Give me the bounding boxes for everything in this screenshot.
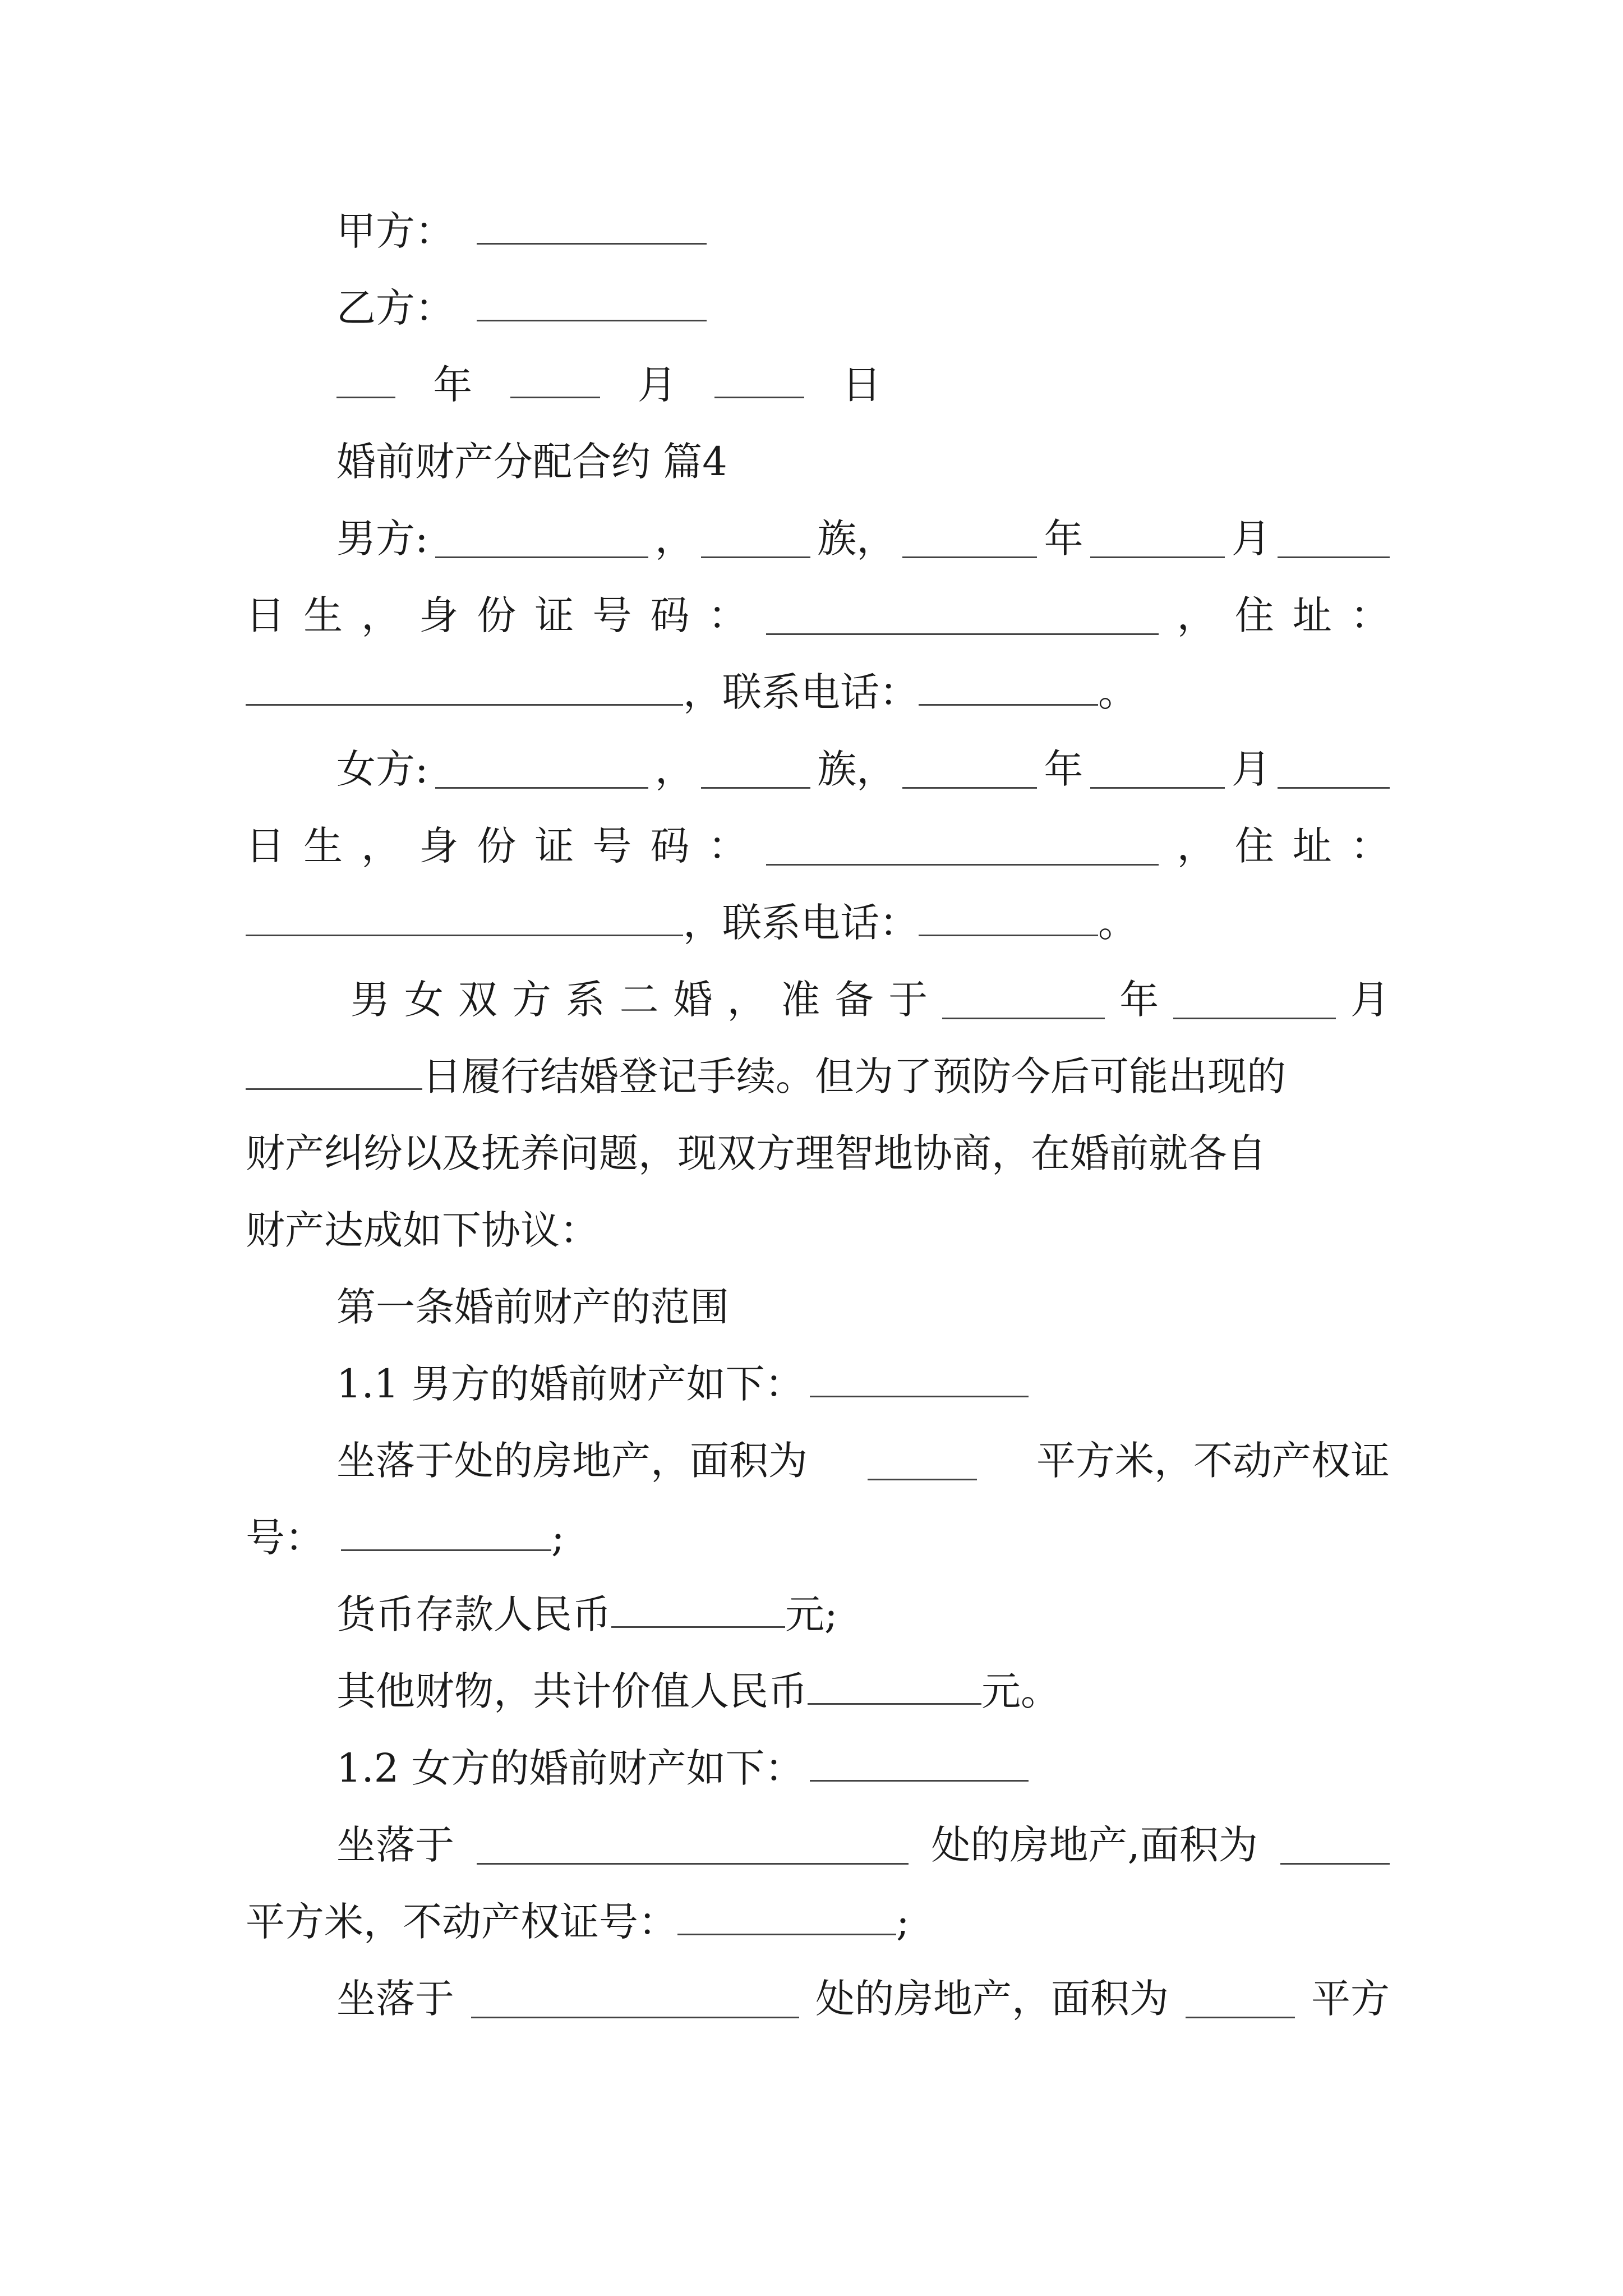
female-info-line-2 (246, 807, 1390, 885)
male-born-char: 日 (246, 592, 285, 638)
female-cert-end: ; (896, 1899, 910, 1945)
male-ethnicity-label: 族， (817, 516, 896, 562)
male-money-line (336, 1576, 1390, 1653)
female-born-char: 份 (477, 823, 517, 869)
female-label: 女方: (336, 746, 428, 792)
female-month-label: 月 (1231, 746, 1271, 792)
male-birth-day-blank (1278, 519, 1390, 558)
female-house2-location-blank (471, 1980, 799, 2018)
female-property-title: 1.2 女方的婚前财产如下： (336, 1745, 804, 1791)
male-money-label: 货币存款人民币 (336, 1591, 611, 1637)
male-money-unit: 元; (785, 1591, 838, 1637)
party-a-label: 甲方： (336, 208, 454, 254)
male-born-char: 证 (534, 592, 574, 638)
female-name-blank (435, 750, 648, 789)
male-ethnicity-blank (701, 519, 810, 558)
male-other-label: 其他财物，共计价值人民币 (336, 1668, 808, 1714)
male-born-char: ： (708, 592, 748, 638)
female-born-char: ， (361, 823, 401, 869)
male-house-text: 坐落于处的房地产，面积为 (336, 1438, 808, 1484)
female-born-char: 号 (592, 823, 632, 869)
article-1-title: 第一条婚前财产的范围 (336, 1284, 729, 1330)
male-cert-label: 号： (246, 1515, 324, 1561)
female-address-char: 址 (1292, 823, 1332, 869)
month-blank (510, 360, 600, 398)
intro-char: 准 (781, 977, 820, 1023)
day-blank (714, 360, 804, 398)
male-comma: ， (654, 516, 694, 562)
female-house2-area-blank (1186, 1980, 1295, 2018)
female-house2-text: 坐落于 (336, 1976, 454, 2022)
male-house-text-2: 平方米，不动产权证 (1036, 1438, 1390, 1484)
female-house2-text-2: 处的房地产，面积为 (815, 1976, 1169, 2022)
male-label: 男方: (336, 516, 428, 562)
female-born-char: 码 (650, 823, 690, 869)
female-ethnicity-label: 族， (817, 746, 896, 792)
intro-char: 双 (458, 977, 497, 1023)
male-id-blank (766, 596, 1159, 635)
female-cert-label: 平方米，不动产权证号： (246, 1899, 677, 1945)
female-info-line-3 (246, 884, 1390, 961)
male-property-title: 1.1 男方的婚前财产如下： (336, 1361, 804, 1407)
marriage-month-blank (1173, 981, 1336, 1019)
intro-char: 于 (888, 977, 928, 1023)
male-money-blank (611, 1589, 785, 1628)
male-address-blank (246, 667, 683, 706)
female-address-blank (246, 898, 683, 936)
female-address-char: 住 (1234, 823, 1274, 869)
marriage-month-label: 月 (1350, 977, 1390, 1023)
male-address-char: ， (1177, 592, 1216, 638)
male-address-char: 址 (1292, 592, 1332, 638)
intro-line-3: 财产纠纷以及抚养问题，现双方理智地协商，在婚前就各自 (246, 1130, 1266, 1176)
male-born-char: 号 (592, 592, 632, 638)
party-b-line (336, 269, 1390, 347)
year-blank (336, 360, 395, 398)
male-house-line (336, 1422, 1390, 1499)
intro-char: 婚 (673, 977, 713, 1023)
male-month-label: 月 (1231, 516, 1271, 562)
female-house1-line (336, 1806, 1390, 1884)
male-property-title-line (336, 1345, 1390, 1423)
male-year-label: 年 (1044, 516, 1083, 562)
party-a-line (336, 192, 1390, 270)
male-name-blank (435, 519, 648, 558)
female-cert-blank (677, 1897, 896, 1935)
party-a-blank (477, 206, 707, 245)
female-house1-area-blank (1280, 1826, 1390, 1865)
male-info-line-1 (336, 500, 1390, 577)
female-born-char: 生 (303, 823, 343, 869)
male-house-area-blank (868, 1442, 977, 1480)
intro-char: ， (727, 977, 767, 1023)
male-info-line-2 (246, 577, 1390, 654)
female-phone-blank (919, 898, 1098, 936)
male-info-line-3 (246, 654, 1390, 731)
male-end: 。 (1098, 669, 1137, 715)
party-b-label: 乙方： (336, 285, 454, 331)
female-birth-day-blank (1278, 750, 1390, 789)
female-born-char: 日 (246, 823, 285, 869)
male-other-line (336, 1653, 1390, 1730)
male-other-blank (808, 1666, 981, 1705)
female-id-blank (766, 827, 1159, 866)
marriage-day-blank (246, 1051, 422, 1090)
female-ethnicity-blank (701, 750, 810, 789)
marriage-year-label: 年 (1119, 977, 1159, 1023)
female-born-char: ： (708, 823, 748, 869)
female-year-label: 年 (1044, 746, 1083, 792)
male-phone-blank (919, 667, 1098, 706)
male-phone-label: ，联系电话： (683, 669, 919, 715)
female-house1-location-blank (477, 1826, 909, 1865)
female-house1-text-2: 处的房地产,面积为 (931, 1822, 1258, 1868)
male-birth-month-blank (1090, 519, 1225, 558)
intro-line-4: 财产达成如下协议： (246, 1207, 599, 1253)
female-birth-month-blank (1090, 750, 1225, 789)
female-phone-label: ，联系电话： (683, 900, 919, 946)
intro-char: 二 (619, 977, 659, 1023)
female-address-char: ， (1177, 823, 1216, 869)
female-comma: ， (654, 746, 694, 792)
female-house2-text-3: 平方 (1311, 1976, 1390, 2022)
intro-line-2 (246, 1038, 1390, 1115)
male-cert-line (246, 1499, 1390, 1576)
male-cert-blank (341, 1512, 551, 1551)
female-house2-line (336, 1960, 1390, 2037)
female-house1-text: 坐落于 (336, 1822, 454, 1868)
intro-text-2: 日履行结婚登记手续。但为了预防今后可能出现的 (422, 1053, 1286, 1099)
female-info-line-1 (336, 730, 1390, 808)
female-birth-year-blank (902, 750, 1037, 789)
male-born-char: 生 (303, 592, 343, 638)
male-birth-year-blank (902, 519, 1037, 558)
party-b-blank (477, 283, 707, 321)
female-born-char: 身 (419, 823, 459, 869)
male-other-unit: 元。 (981, 1668, 1060, 1714)
male-address-char: 住 (1234, 592, 1274, 638)
signing-date-line (336, 346, 1390, 424)
intro-char: 系 (565, 977, 605, 1023)
intro-char: 男 (351, 977, 390, 1023)
month-label: 月 (637, 362, 677, 408)
female-address-char: ： (1350, 823, 1390, 869)
female-cert-line (246, 1883, 1390, 1961)
marriage-year-blank (942, 981, 1105, 1019)
intro-char: 备 (834, 977, 874, 1023)
female-end: 。 (1098, 900, 1137, 946)
male-cert-end: ; (551, 1515, 565, 1561)
intro-char: 女 (404, 977, 444, 1023)
male-property-blank (810, 1359, 1029, 1397)
male-address-char: ： (1350, 592, 1390, 638)
male-born-char: 码 (650, 592, 690, 638)
intro-char: 方 (511, 977, 551, 1023)
year-label: 年 (433, 362, 473, 408)
female-property-title-line (336, 1729, 1390, 1807)
day-label: 日 (842, 362, 882, 408)
intro-line-1 (351, 961, 1390, 1038)
male-born-char: 份 (477, 592, 517, 638)
female-property-blank (810, 1743, 1029, 1782)
section-title: 婚前财产分配合约 篇4 (336, 439, 727, 485)
male-born-char: ， (361, 592, 401, 638)
male-born-char: 身 (419, 592, 459, 638)
female-born-char: 证 (534, 823, 574, 869)
